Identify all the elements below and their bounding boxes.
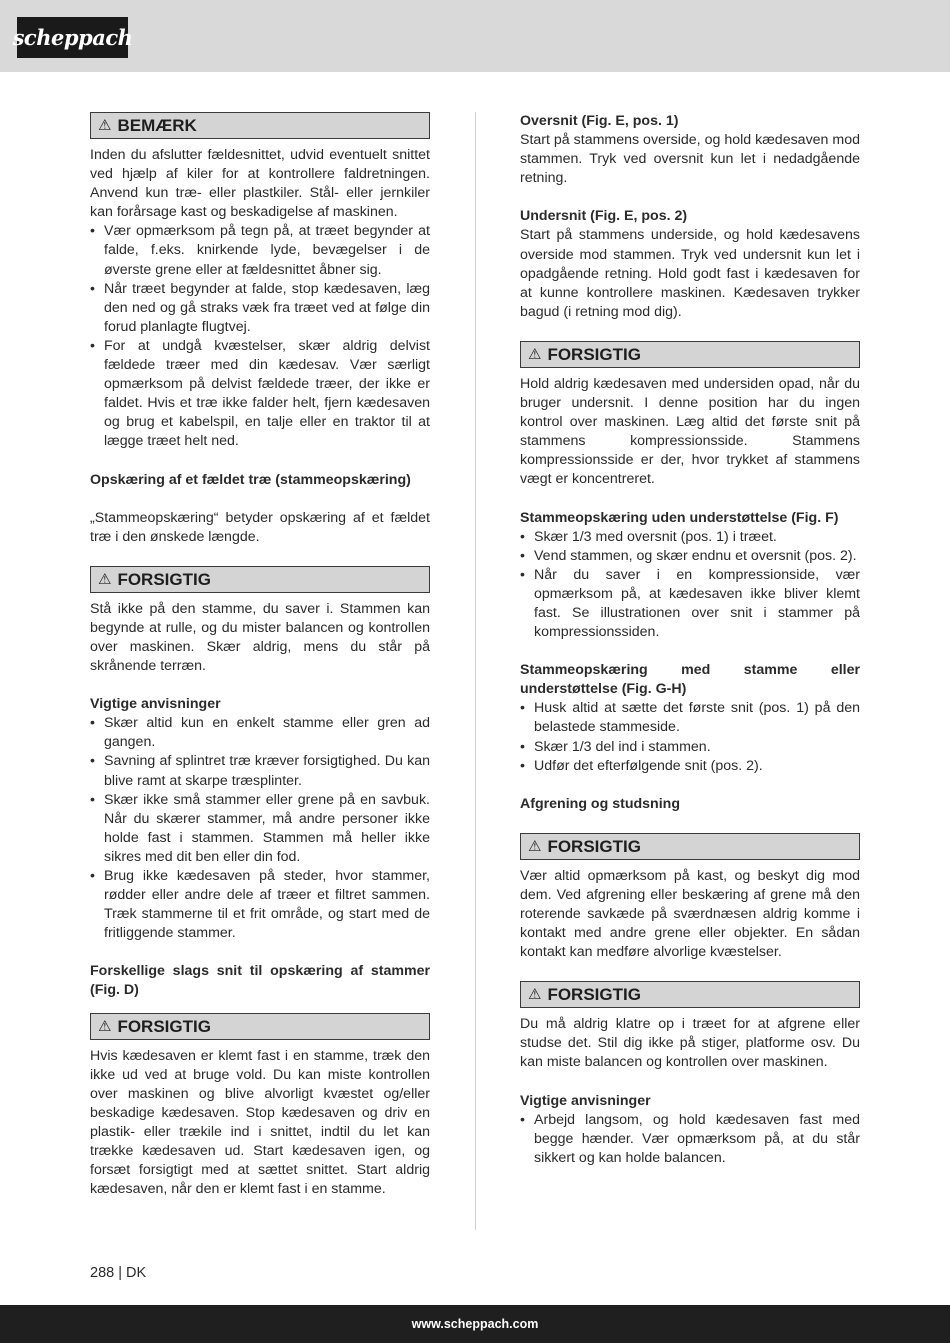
page-separator: | [118,1265,122,1281]
left-column [90,112,430,1199]
caution-text: Hvis kædesaven er klemt fast i en stamme, træk den ikke ud ved at bruge vold. Du kan miste kontrollen over maskinen og blive alvorligt kvæstet og/eller beskadige kædesaven. Stop kædesaven og driv en plastik- eller trækile ind i snittet, indtil du let kan trække kædesaven ud. Start kædesaven igen, og forsæt forsigtigt med at sættet snittet. Start aldrig kædesaven, når den er klemt fast i en stamme. [90,1047,430,1198]
instructions-list [520,699,860,775]
warning-triangle-icon: ⚠ [98,570,112,588]
caution-text: Hold aldrig kædesaven med undersiden opad, når du bruger undersnit. I denne position har du ingen kontrol over maskinen. Læg altid det første snit på stammens kompressionsside. Stammens kompressionsside er der, hvor trykket af stammens vægt er koncentreret. [520,375,860,488]
section-heading: Stammeopskæring med stamme eller understøttelse (Fig. G-H) [520,662,860,698]
list-item: • Brug ikke kædesaven på steder, hvor stammer, rødder eller andre dele af træer et filtret sammen. Træk stammerne til et frit område, og start med de fritliggende stammer. [90,867,430,943]
list-item: • Skær 1/3 med oversnit (pos. 1) i træet. [520,528,860,547]
page-number [90,1265,146,1281]
warning-triangle-icon: ⚠ [98,116,112,134]
section-text: „Stammeopskæring“ betyder opskæring af et fældet træ i den ønskede længde. [90,509,430,545]
page-number-value: 288 [90,1265,115,1281]
section-heading: Vigtige anvisninger [520,1092,651,1109]
scheppach-logo: scheppach [17,17,128,58]
caution-box [520,341,860,368]
section-heading: Afgrening og studsning [520,795,680,812]
caution-box [90,566,430,593]
website-link[interactable]: www.scheppach.com [411,1317,539,1331]
caution-title: FORSIGTIG [117,1016,211,1036]
instructions-list [520,1111,860,1168]
warning-triangle-icon: ⚠ [528,986,542,1004]
language-code: DK [125,1265,147,1281]
caution-title: FORSIGTIG [117,569,211,589]
warning-triangle-icon: ⚠ [98,1017,112,1035]
note-title: BEMÆRK [117,115,197,135]
note-text: Inden du afslutter fældesnittet, udvid eventuelt snittet ved hjælp af kiler for at kontrollere faldretningen. Anvend kun træ- eller plastkiler. Stål- eller jernkiler kan forårsage kast og beskadigelse af maskinen. [90,147,430,221]
section-heading: Oversnit (Fig. E, pos. 1) [520,113,679,129]
list-item: • Vær opmærksom på tegn på, at træet begynder at falde, f.eks. knirkende lyde, bevægelser i de øverste grene eller at fældesnittet åbner sig. [90,222,430,279]
list-item: • Når træet begynder at falde, stop kædesaven, læg den ned og gå straks væk fra træet ved at følge din forud planlagte flugtvej. [90,280,430,337]
list-item: • Arbejd langsom, og hold kædesaven fast med begge hænder. Vær opmærksom på, at du står sikkert og kan holde balancen. [520,1111,860,1168]
section-heading: Stammeopskæring uden understøttelse (Fig. F) [520,509,839,526]
list-item: • Når du saver i en kompressionside, vær opmærksom på, at kædesaven ikke bliver klemt fast. Se illustrationen over snit i stammer på kompressionssiden. [520,566,860,642]
caution-title: FORSIGTIG [547,836,641,856]
section-text: Start på stammens overside, og hold kædesaven mod stammen. Tryk ved oversnit kun let i nedadgående retning. [520,132,860,187]
section-heading: Undersnit (Fig. E, pos. 2) [520,208,688,225]
section-heading: Vigtige anvisninger [90,696,221,713]
section-text: Start på stammens underside, og hold kædesavens overside mod stammen. Tryk ved undersnit kun let i opadgående retning. Hold godt fast i kædesaven for at kunne kontrollere maskinen. Kædesaven trykker bagud (i retning mod dig). [520,227,860,320]
header-bar [0,0,950,72]
list-item: • Savning af splintret træ kræver forsigtighed. Du kan blive ramt at skarpe træsplinter. [90,752,430,790]
caution-title: FORSIGTIG [547,344,641,364]
list-item: • Husk altid at sætte det første snit (pos. 1) på den belastede stammeside. [520,699,860,737]
caution-box [520,981,860,1008]
warning-triangle-icon: ⚠ [528,345,542,363]
section-heading: Opskæring af et fældet træ (stammeopskæring) [90,471,411,488]
note-box [90,112,430,139]
warning-triangle-icon: ⚠ [528,837,542,855]
list-item: • Skær altid kun en enkelt stamme eller gren ad gangen. [90,714,430,752]
caution-title: FORSIGTIG [547,985,641,1005]
list-item: • Udfør det efterfølgende snit (pos. 2). [520,757,860,776]
caution-box [520,833,860,860]
right-column [520,112,860,1168]
list-item: • Vend stammen, og skær endnu et oversnit (pos. 2). [520,547,860,566]
list-item: • Skær ikke små stammer eller grene på en savbuk. Når du skærer stammer, må andre personer ikke holde fast i stammen. Stammen må heller ikke sikres med dit ben eller din fod. [90,791,430,867]
list-item: • For at undgå kvæstelser, skær aldrig delvist fældede træer med din kædesav. Vær særligt opmærksom på delvist fældede træer, der ikke er faldet. Hvis et træ ikke falder helt, fjern kædesaven og brug et kabelspil, en talje eller en traktor til at lægge træet helt ned. [90,337,430,452]
caution-text: Du må aldrig klatre op i træet for at afgrene eller studse det. Stil dig ikke på stiger, platforme osv. Du kan miste balancen og kontrollen over maskinen. [520,1016,860,1071]
caution-box [90,1013,430,1040]
section-heading: Forskellige slags snit til opskæring af stammer (Fig. D) [90,963,430,999]
instructions-list [90,714,430,943]
column-divider [475,112,476,1230]
note-bullet-list [90,222,430,451]
caution-text: Vær altid opmærksom på kast, og beskyt dig mod dem. Ved afgrening eller beskæring af grene må den roterende savkæde på sværdnæsen aldrig komme i kontakt med andre grene eller objekter. En sådan kontakt kan medføre alvorlige kvæstelser. [520,867,860,961]
instructions-list [520,528,860,643]
footer-bar [0,1305,950,1343]
caution-text: Stå ikke på den stamme, du saver i. Stammen kan begynde at rulle, og du mister balancen og kontrollen over maskinen. Skær aldrig, mens du står på skrånende terræn. [90,600,430,675]
list-item: • Skær 1/3 del ind i stammen. [520,738,860,757]
